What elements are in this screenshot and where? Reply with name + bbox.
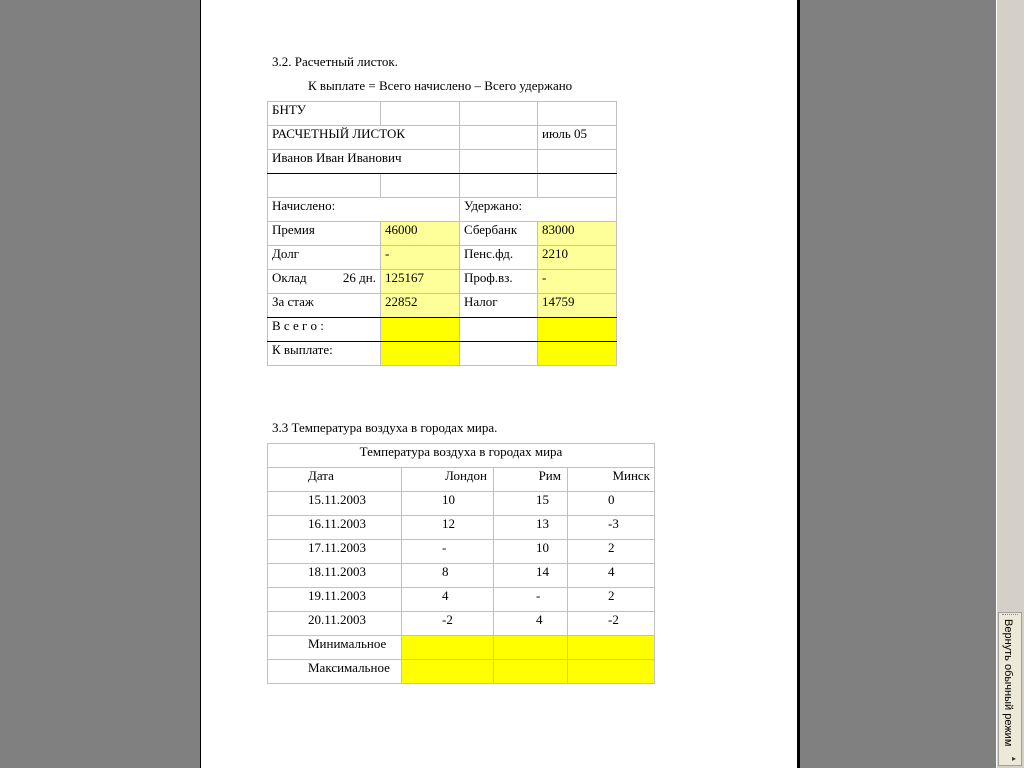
min-minsk-cell[interactable] xyxy=(568,636,655,660)
value-cell[interactable]: 2 xyxy=(568,540,655,564)
salary-label: Оклад xyxy=(272,270,307,285)
min-rome-cell[interactable] xyxy=(494,636,568,660)
value-cell[interactable]: 14 xyxy=(494,564,568,588)
value-cell[interactable]: -2 xyxy=(568,612,655,636)
date-cell[interactable]: 17.11.2003 xyxy=(268,540,402,564)
accrued-label[interactable]: Премия xyxy=(268,222,381,246)
payslip-table xyxy=(267,101,617,366)
employee-cell[interactable]: Иванов Иван Иванович xyxy=(268,150,460,174)
document-page xyxy=(200,0,798,768)
withheld-value[interactable]: - xyxy=(538,270,617,294)
table-row xyxy=(268,444,655,468)
withheld-label[interactable]: Проф.вз. xyxy=(460,270,538,294)
withheld-label[interactable]: Налог xyxy=(460,294,538,318)
date-cell[interactable]: 15.11.2003 xyxy=(268,492,402,516)
date-cell[interactable]: 19.11.2003 xyxy=(268,588,402,612)
return-normal-mode-label: Вернуть обычный режим xyxy=(1002,619,1014,747)
min-london-cell[interactable] xyxy=(402,636,494,660)
doc-title-cell[interactable]: РАСЧЕТНЫЙ ЛИСТОК xyxy=(268,126,460,150)
payout-cell[interactable] xyxy=(381,342,460,366)
withheld-value[interactable]: 14759 xyxy=(538,294,617,318)
month-cell[interactable]: июль 05 xyxy=(538,126,617,150)
value-cell[interactable]: 13 xyxy=(494,516,568,540)
table-row xyxy=(268,342,617,366)
grip-handle[interactable] xyxy=(1002,614,1018,618)
value-cell[interactable]: 12 xyxy=(402,516,494,540)
org-cell[interactable]: БНТУ xyxy=(268,102,381,126)
max-minsk-cell[interactable] xyxy=(568,660,655,684)
value-cell[interactable]: -2 xyxy=(402,612,494,636)
table-row xyxy=(268,270,617,294)
value-cell[interactable]: 4 xyxy=(568,564,655,588)
table-row xyxy=(268,492,655,516)
return-normal-mode-button[interactable] xyxy=(998,612,1022,766)
table-header-row xyxy=(268,468,655,492)
value-cell[interactable]: 15 xyxy=(494,492,568,516)
table-row xyxy=(268,516,655,540)
value-cell[interactable]: 0 xyxy=(568,492,655,516)
accrued-value[interactable]: 22852 xyxy=(381,294,460,318)
column-header[interactable]: Рим xyxy=(494,468,568,492)
max-rome-cell[interactable] xyxy=(494,660,568,684)
table-row xyxy=(268,126,617,150)
table-row xyxy=(268,198,617,222)
payout-label[interactable]: К выплате: xyxy=(268,342,381,366)
withheld-value[interactable]: 83000 xyxy=(538,222,617,246)
table-row xyxy=(268,318,617,342)
temp-table-caption[interactable]: Температура воздуха в городах мира xyxy=(268,444,655,468)
value-cell[interactable]: - xyxy=(494,588,568,612)
accrued-value[interactable]: - xyxy=(381,246,460,270)
value-cell[interactable]: -3 xyxy=(568,516,655,540)
table-row xyxy=(268,660,655,684)
value-cell[interactable]: 4 xyxy=(494,612,568,636)
withheld-header[interactable]: Удержано: xyxy=(460,198,617,222)
table-row xyxy=(268,222,617,246)
total-withheld-cell[interactable] xyxy=(538,318,617,342)
table-row xyxy=(268,564,655,588)
max-label[interactable]: Максимальное xyxy=(268,660,402,684)
accrued-value[interactable]: 125167 xyxy=(381,270,460,294)
table-row xyxy=(268,150,617,174)
withheld-label[interactable]: Пенс.фд. xyxy=(460,246,538,270)
date-cell[interactable]: 18.11.2003 xyxy=(268,564,402,588)
table-row xyxy=(268,294,617,318)
column-header[interactable]: Дата xyxy=(268,468,402,492)
table-row xyxy=(268,102,617,126)
value-cell[interactable]: 10 xyxy=(402,492,494,516)
payout-formula: К выплате = Всего начислено – Всего удержано xyxy=(308,78,573,93)
page-shadow xyxy=(797,0,800,768)
value-cell[interactable]: 2 xyxy=(568,588,655,612)
withheld-label[interactable]: Сбербанк xyxy=(460,222,538,246)
withheld-value[interactable]: 2210 xyxy=(538,246,617,270)
accrued-value[interactable]: 46000 xyxy=(381,222,460,246)
payout-cell-2[interactable] xyxy=(538,342,617,366)
date-cell[interactable]: 16.11.2003 xyxy=(268,516,402,540)
section-3-2-title: 3.2. Расчетный листок. xyxy=(272,54,398,69)
value-cell[interactable]: 4 xyxy=(402,588,494,612)
table-row xyxy=(268,588,655,612)
temperature-table xyxy=(267,443,655,684)
column-header[interactable]: Лондон xyxy=(402,468,494,492)
total-label[interactable]: В с е г о : xyxy=(268,318,381,342)
value-cell[interactable]: 8 xyxy=(402,564,494,588)
accrued-label[interactable]: За стаж xyxy=(268,294,381,318)
section-3-3-title: 3.3 Температура воздуха в городах мира. xyxy=(272,420,498,435)
corner-arrow-icon[interactable]: ▸ xyxy=(1012,754,1017,763)
days-label: 26 дн. xyxy=(342,270,376,285)
table-row xyxy=(268,246,617,270)
table-row xyxy=(268,540,655,564)
date-cell[interactable]: 20.11.2003 xyxy=(268,612,402,636)
total-accrued-cell[interactable] xyxy=(381,318,460,342)
table-row xyxy=(268,174,617,198)
max-london-cell[interactable] xyxy=(402,660,494,684)
value-cell[interactable]: - xyxy=(402,540,494,564)
accrued-header[interactable]: Начислено: xyxy=(268,198,460,222)
min-label[interactable]: Минимальное xyxy=(268,636,402,660)
table-row xyxy=(268,612,655,636)
accrued-label[interactable] xyxy=(268,270,381,294)
accrued-label[interactable]: Долг xyxy=(268,246,381,270)
value-cell[interactable]: 10 xyxy=(494,540,568,564)
table-row xyxy=(268,636,655,660)
column-header[interactable]: Минск xyxy=(568,468,655,492)
